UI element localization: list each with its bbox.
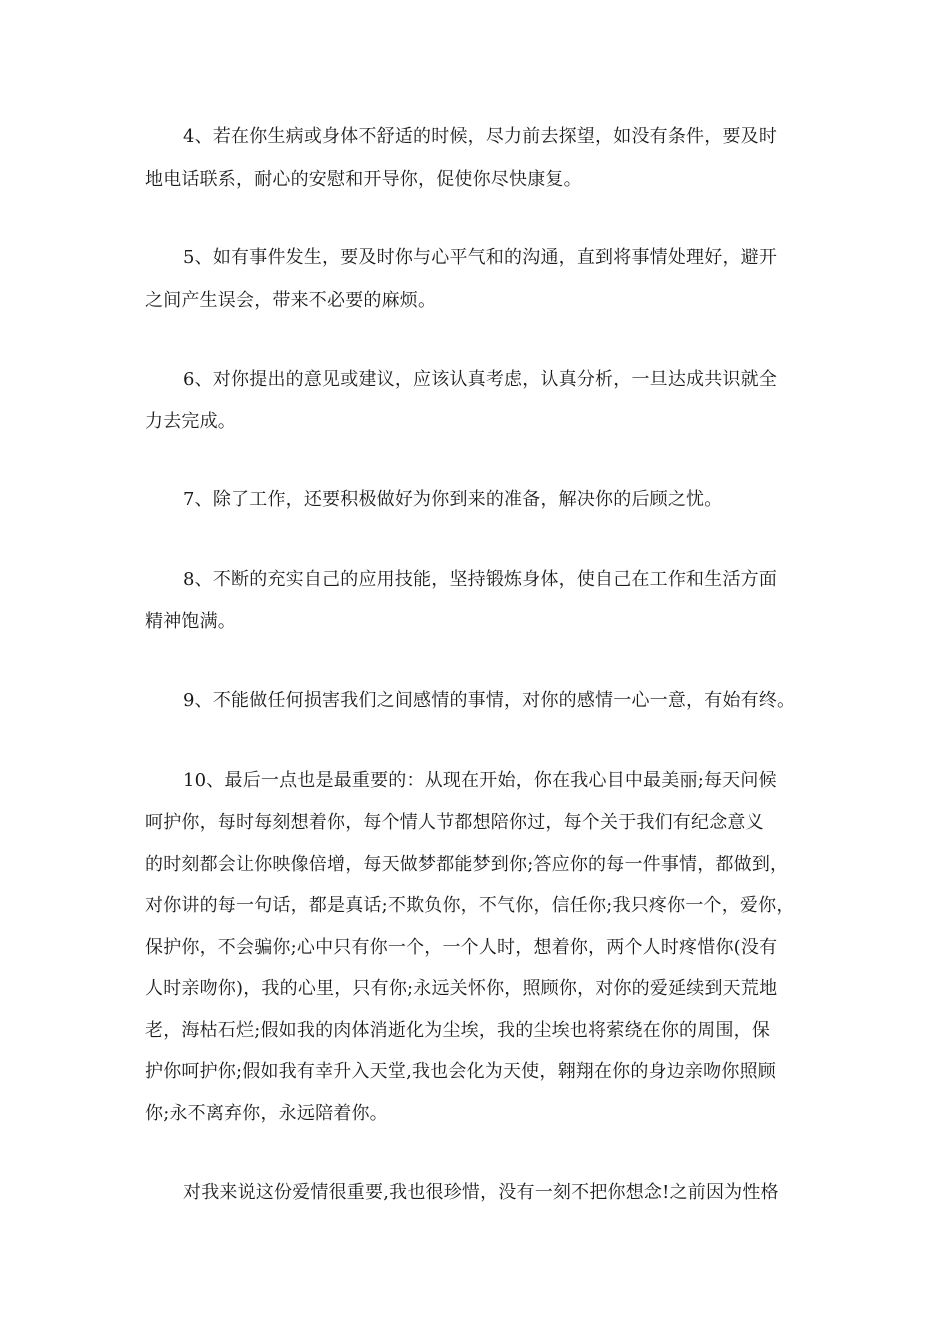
paragraph-6-line-2: 力去完成。 bbox=[145, 411, 236, 432]
paragraph-5-line-1: 5、如有事件发生，要及时你与心平气和的沟通，直到将事情处理好，避开 bbox=[183, 247, 778, 268]
paragraph-8-line-2: 精神饱满。 bbox=[145, 611, 236, 632]
paragraph-10-line-9: 你;永不离弃你，永远陪着你。 bbox=[145, 1103, 388, 1124]
paragraph-7-line-1: 7、除了工作，还要积极做好为你到来的准备，解决你的后顾之忧。 bbox=[183, 489, 723, 510]
paragraph-10-line-3: 的时刻都会让你映像倍增，每天做梦都能梦到你;答应你的每一件事情，都做到， bbox=[145, 854, 789, 875]
paragraph-4-line-2: 地电话联系，耐心的安慰和开导你，促使你尽快康复。 bbox=[145, 169, 582, 190]
paragraph-10-line-6: 人时亲吻你)，我的心里，只有你;永远关怀你，照顾你，对你的爱延续到天荒地 bbox=[145, 978, 778, 999]
paragraph-10-line-2: 呵护你，每时每刻想着你，每个情人节都想陪你过，每个关于我们有纪念意义 bbox=[145, 812, 764, 833]
paragraph-4-line-1: 4、若在你生病或身体不舒适的时候，尽力前去探望，如没有条件，要及时 bbox=[183, 126, 778, 147]
paragraph-10-line-5: 保护你，不会骗你;心中只有你一个，一个人时，想着你，两个人时疼惜你(没有 bbox=[145, 937, 778, 958]
closing-paragraph-line-1: 对我来说这份爱情很重要,我也很珍惜，没有一刻不把你想念!之前因为性格 bbox=[183, 1182, 779, 1203]
paragraph-10-line-8: 护你呵护你;假如我有幸升入天堂,我也会化为天使，翱翔在你的身边亲吻你照顾 bbox=[145, 1061, 776, 1082]
paragraph-8-line-1: 8、不断的充实自己的应用技能，坚持锻炼身体，使自己在工作和生活方面 bbox=[183, 569, 778, 590]
paragraph-9-line-1: 9、不能做任何损害我们之间感情的事情，对你的感情一心一意，有始有终。 bbox=[183, 690, 796, 711]
paragraph-10-line-1: 10、最后一点也是最重要的：从现在开始，你在我心目中最美丽;每天问候 bbox=[183, 770, 777, 791]
paragraph-10-line-7: 老，海枯石烂;假如我的肉体消逝化为尘埃，我的尘埃也将萦绕在你的周围，保 bbox=[145, 1020, 771, 1041]
paragraph-10-line-4: 对你讲的每一句话，都是真话;不欺负你，不气你，信任你;我只疼你一个，爱你， bbox=[145, 895, 795, 916]
paragraph-5-line-2: 之间产生误会，带来不必要的麻烦。 bbox=[145, 290, 437, 311]
paragraph-6-line-1: 6、对你提出的意见或建议，应该认真考虑，认真分析，一旦达成共识就全 bbox=[183, 369, 778, 390]
